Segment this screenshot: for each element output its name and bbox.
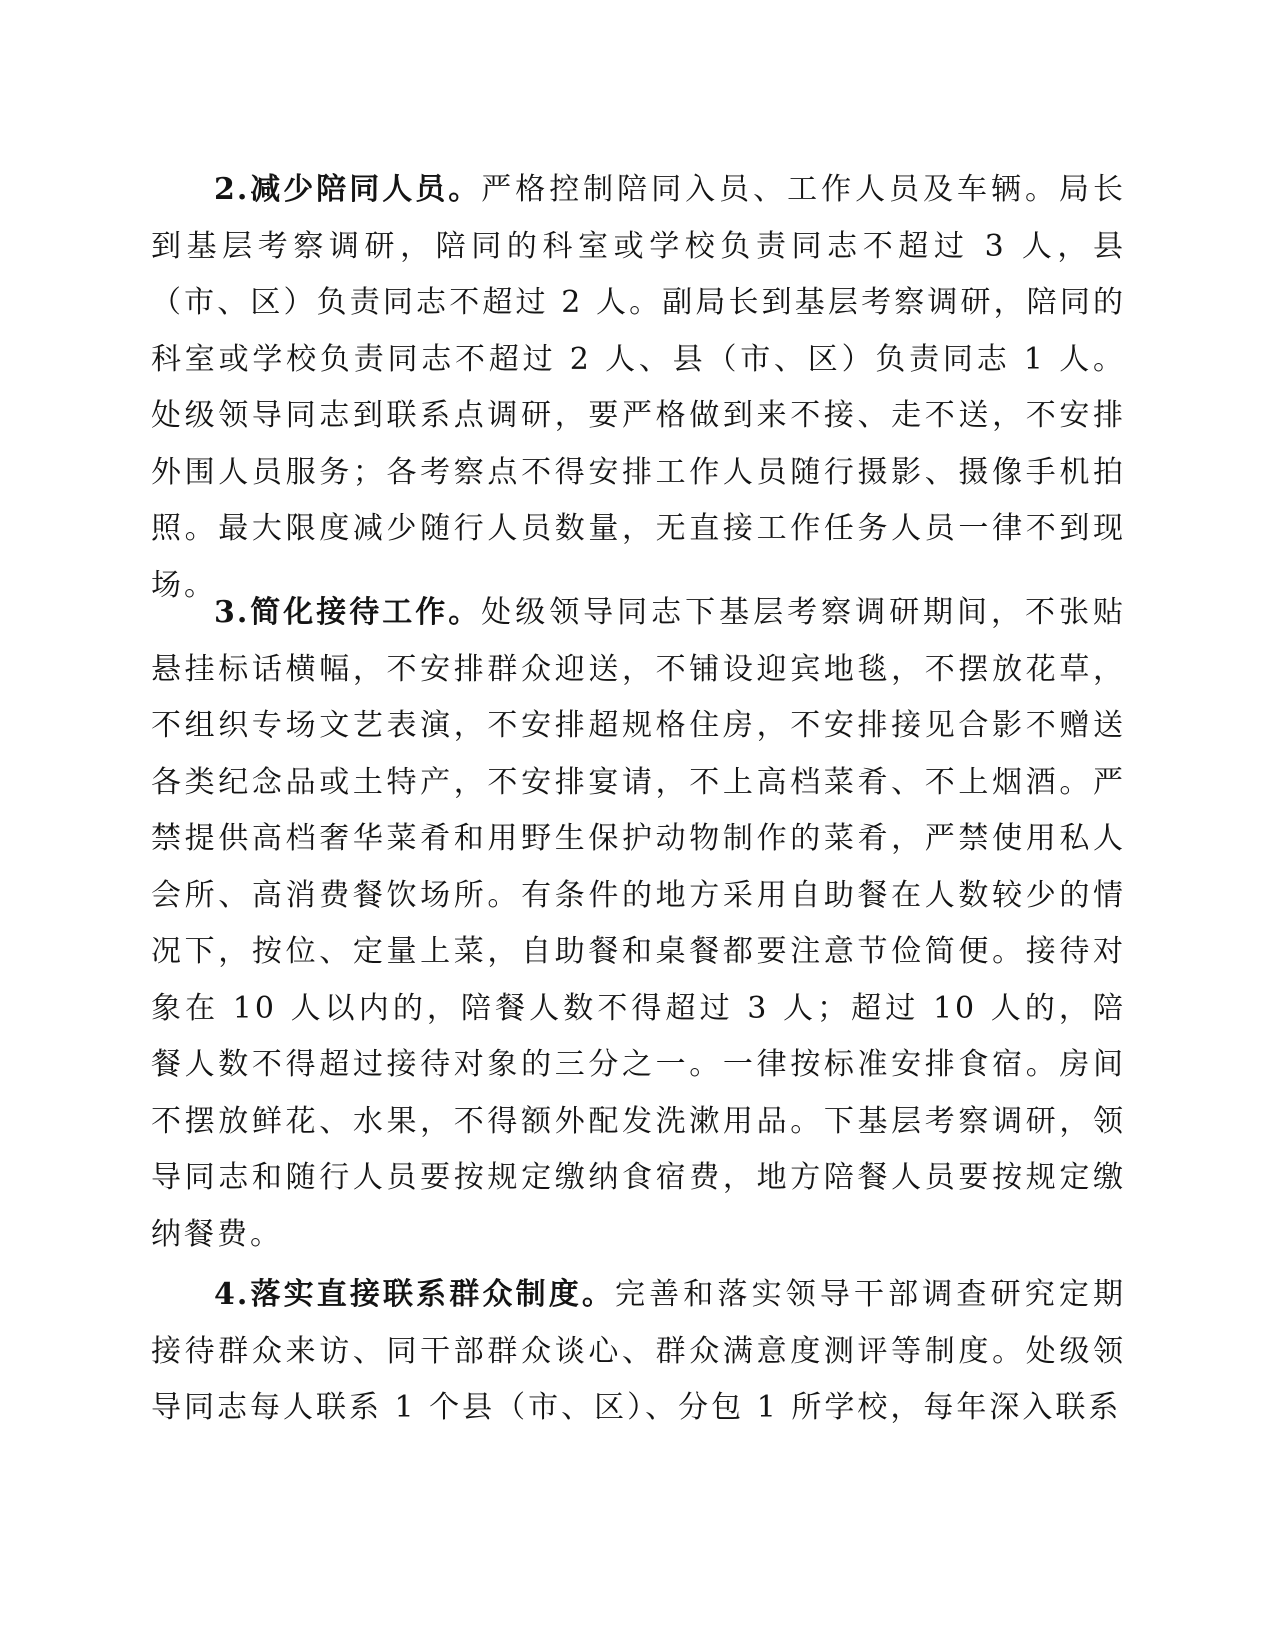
paragraph-text — [151, 585, 1126, 1263]
paragraph-reduce-escort-staff — [151, 162, 1126, 614]
paragraph-simplify-reception — [151, 585, 1126, 1263]
paragraph-body: 完善和落实领导干部调查研究定期接待群众来访、同干部群众谈心、群众满意度测评等制度。处级领导同志每人联系 1 个县（市、区）、分包 1 所学校，每年深入联系 — [151, 1277, 1126, 1425]
paragraph-text — [151, 162, 1126, 614]
paragraph-heading: 3.简化接待工作。 — [214, 595, 482, 630]
paragraph-body: 严格控制陪同入员、工作人员及车辆。局长到基层考察调研，陪同的科室或学校负责同志不超过 3 人，县（市、区）负责同志不超过 2 人。副局长到基层考察调研，陪同的科室或学校负责同志不超过 2 人、县（市、区）负责同志 1 人。处级领导同志到联系点调研，要严格做到来不接、走不送，不安排外围人员服务；各考察点不得安排工作人员随行摄影、摄像手机拍照。最大限度减少随行人员数量，无直接工作任务人员一律不到现场。 — [151, 172, 1126, 603]
paragraph-text — [151, 1267, 1126, 1437]
paragraph-contact-masses-system — [151, 1267, 1126, 1437]
paragraph-heading: 4.落实直接联系群众制度。 — [214, 1277, 616, 1312]
paragraph-heading: 2.减少陪同人员。 — [214, 172, 482, 207]
paragraph-body: 处级领导同志下基层考察调研期间，不张贴悬挂标话横幅，不安排群众迎送，不铺设迎宾地毯，不摆放花草，不组织专场文艺表演，不安排超规格住房，不安排接见合影不赠送各类纪念品或土特产，不安排宴请，不上高档菜肴、不上烟酒。严禁提供高档奢华菜肴和用野生保护动物制作的菜肴，严禁使用私人会所、高消费餐饮场所。有条件的地方采用自助餐在人数较少的情况下，按位、定量上菜，自助餐和桌餐都要注意节俭简便。接待对象在 10 人以内的，陪餐人数不得超过 3 人；超过 10 人的，陪餐人数不得超过接待对象的三分之一。一律按标准安排食宿。房间不摆放鲜花、水果，不得额外配发洗漱用品。下基层考察调研，领导同志和随行人员要按规定缴纳食宿费，地方陪餐人员要按规定缴纳餐费。 — [151, 595, 1126, 1252]
